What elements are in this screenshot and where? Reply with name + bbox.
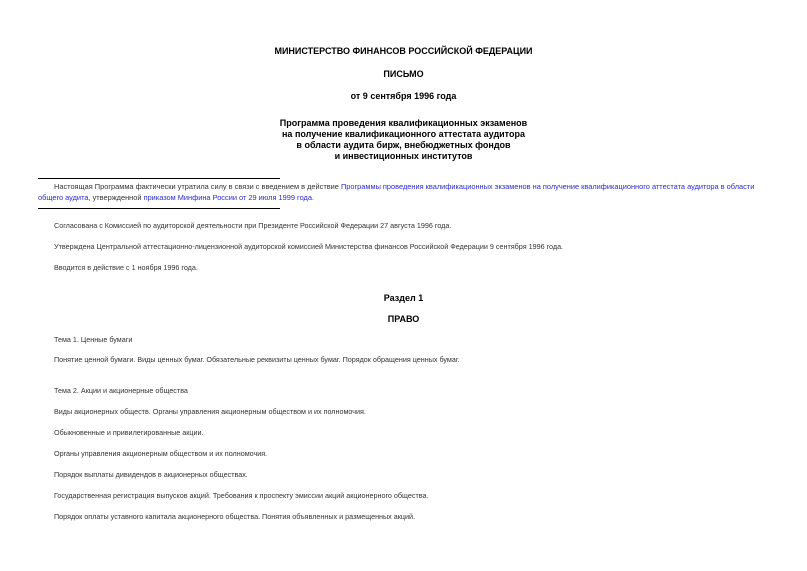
topic2-item: Порядок выплаты дивидендов в акционерных обществах. bbox=[54, 470, 248, 479]
minfin-order-link[interactable]: приказом Минфина России от 29 июля 1999 года bbox=[143, 193, 312, 202]
document-type: ПИСЬМО bbox=[383, 69, 424, 79]
topic1-title: Тема 1. Ценные бумаги bbox=[54, 335, 133, 344]
note-divider-top bbox=[38, 178, 280, 179]
program-title-line: и инвестиционных институтов bbox=[334, 151, 473, 161]
program-general-audit-link[interactable]: Программы проведения квалификационных экзаменов на получение квалификационного аттестата аудитора в области общего аудита bbox=[38, 182, 755, 202]
ministry-heading: МИНИСТЕРСТВО ФИНАНСОВ РОССИЙСКОЙ ФЕДЕРАЦИИ bbox=[274, 46, 533, 56]
program-title bbox=[0, 118, 807, 162]
topic2-title: Тема 2. Акции и акционерные общества bbox=[54, 386, 188, 395]
topic2-item: Виды акционерных обществ. Органы управления акционерным обществом и их полномочия. bbox=[54, 407, 366, 416]
agreed-paragraph: Согласована с Комиссией по аудиторской деятельности при Президенте Российской Федерации 27 августа 1996 года. bbox=[54, 221, 452, 230]
section-name: ПРАВО bbox=[387, 314, 420, 324]
topic2-item: Органы управления акционерным обществом и их полномочия. bbox=[54, 449, 268, 458]
program-title-line: Программа проведения квалификационных экзаменов bbox=[279, 118, 528, 128]
note-divider-bottom bbox=[38, 208, 280, 209]
effective-paragraph: Вводится в действие с 1 ноября 1996 года. bbox=[54, 263, 198, 272]
note-text-middle: , утвержденной bbox=[88, 193, 144, 202]
topic2-item: Обыкновенные и привилегированные акции. bbox=[54, 428, 204, 437]
topic2-item: Государственная регистрация выпусков акций. Требования к проспекту эмиссии акций акционерного общества. bbox=[54, 491, 429, 500]
approved-paragraph: Утверждена Центральной аттестационно-лицензионной аудиторской комиссией Министерства финансов Российской Федерации 9 сентября 1996 года. bbox=[54, 242, 564, 251]
status-note bbox=[38, 181, 773, 203]
program-title-line: на получение квалификационного аттестата аудитора bbox=[282, 129, 525, 139]
note-text-before: Настоящая Программа фактически утратила силу в связи с введением в действие bbox=[54, 182, 341, 191]
topic1-item: Понятие ценной бумаги. Виды ценных бумаг. Обязательные реквизиты ценных бумаг. Порядок обращения ценных бумаг. bbox=[54, 355, 460, 364]
document-date: от 9 сентября 1996 года bbox=[350, 91, 457, 101]
topic2-item: Порядок оплаты уставного капитала акционерного общества. Понятия объявленных и размещенных акций. bbox=[54, 512, 416, 521]
program-title-line: в области аудита бирж, внебюджетных фондов bbox=[296, 140, 511, 150]
note-text-after: . bbox=[311, 193, 315, 202]
section-number: Раздел 1 bbox=[383, 293, 424, 303]
